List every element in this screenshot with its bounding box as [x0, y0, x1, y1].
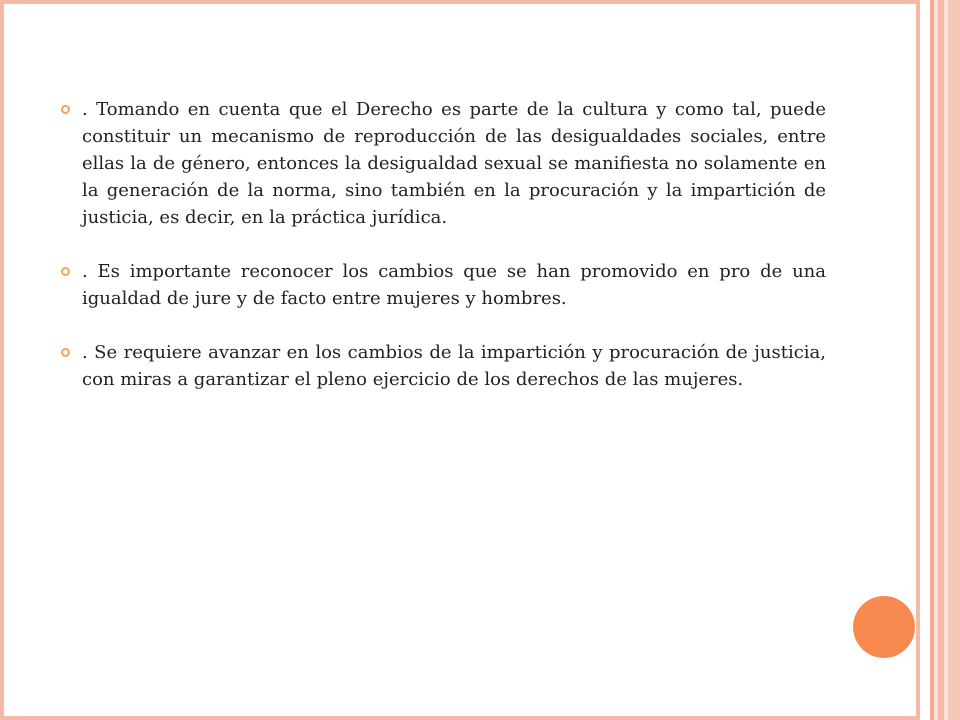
ring-bullet-icon	[61, 348, 70, 357]
bullet-list	[60, 96, 826, 393]
orange-circle-icon	[853, 596, 915, 658]
top-border	[0, 0, 916, 4]
ring-bullet-icon	[61, 105, 70, 114]
right-stripe-7	[948, 0, 960, 720]
left-border	[0, 0, 4, 720]
bottom-border	[0, 716, 916, 720]
ring-bullet-icon	[61, 267, 70, 276]
bullet-text-3: . Se requiere avanzar en los cambios de la impartición y procuración de justicia, con miras a garantizar el pleno ejercicio de los derechos de las mujeres.	[82, 342, 826, 390]
right-stripe-2	[920, 0, 930, 720]
bullet-item-3	[60, 339, 826, 393]
bullet-text-1: . Tomando en cuenta que el Derecho es parte de la cultura y como tal, puede constituir un mecanismo de reproducción de las desigualdades sociales, entre ellas la de género, entonces la desigualdad sexual se manifiesta no solamente en la generación de la norma, sino también en la procuración y la impartición de justicia, es decir, en la práctica jurídica.	[82, 99, 826, 228]
bullet-text-2: . Es importante reconocer los cambios que se han promovido en pro de una igualdad de jure y de facto entre mujeres y hombres.	[82, 261, 826, 309]
bullet-item-2	[60, 258, 826, 312]
bullet-item-1	[60, 96, 826, 231]
slide-content	[60, 96, 826, 393]
